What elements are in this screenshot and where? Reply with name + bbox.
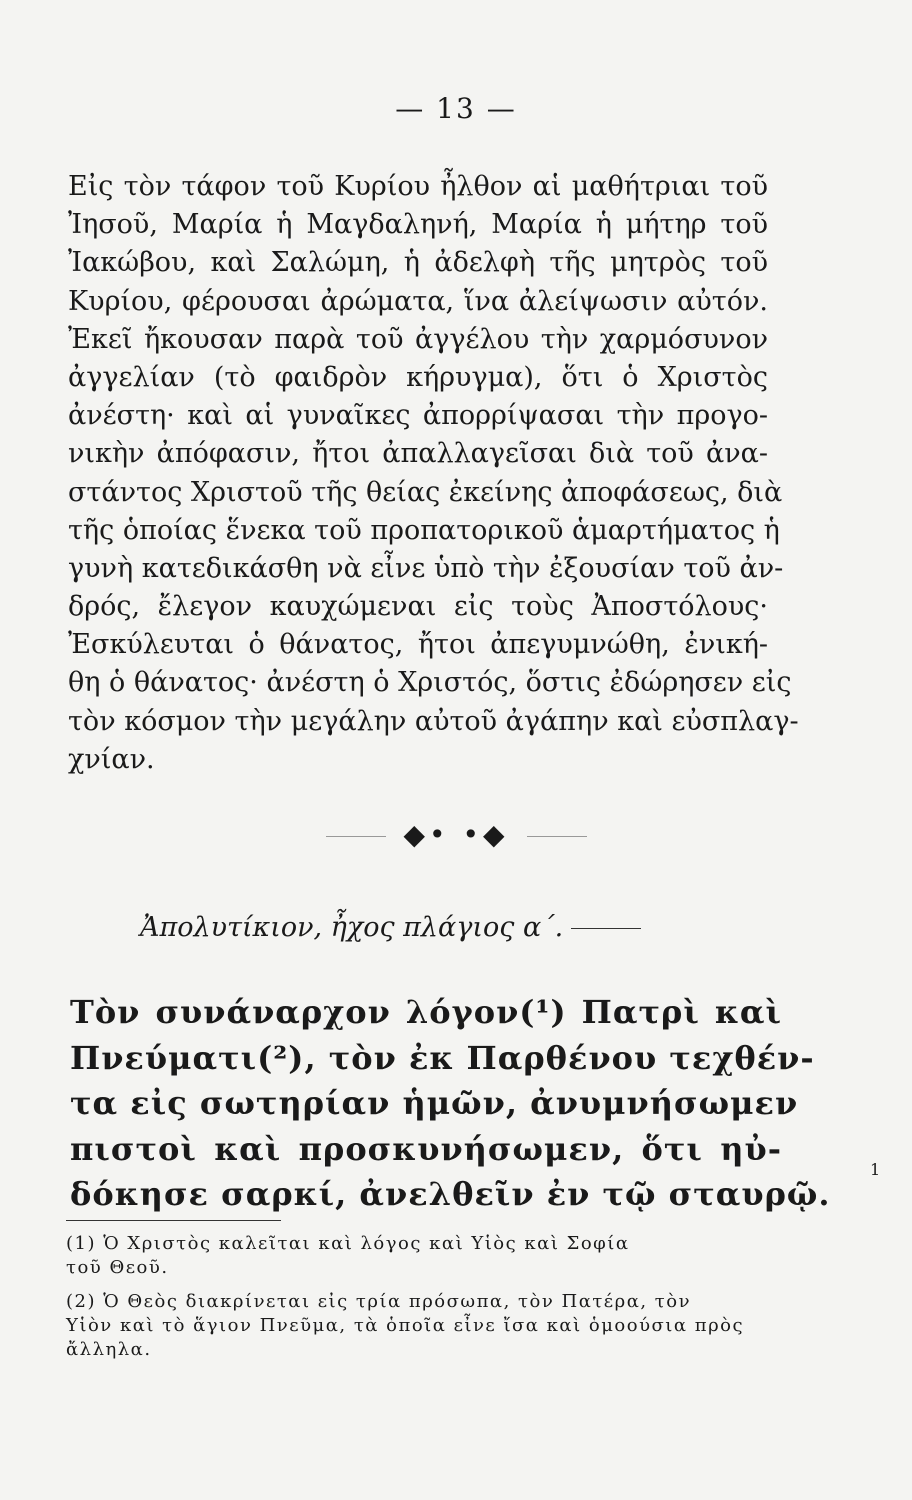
hymn-text <box>70 990 831 1218</box>
hymn-line: δόκησε σαρκί, ἀνελθεῖν ἐν τῷ σταυρῷ. <box>70 1175 831 1213</box>
section-ornament <box>0 818 912 851</box>
text-line: Ἰακώβου, καὶ Σαλώμη, ἡ ἀδελφὴ τῆς μητρὸς τοῦ <box>68 247 768 279</box>
text-line: Εἰς τὸν τάφον τοῦ Κυρίου ἦλθον αἱ μαθήτριαι τοῦ <box>68 171 768 202</box>
hymn-title-text: Ἀπολυτίκιον, ἦχος πλάγιος α΄. <box>140 912 564 943</box>
footnote-line: Υἱὸν καὶ τὸ ἅγιον Πνεῦμα, τὰ ὁποῖα εἶνε ἴσα καὶ ὁμοούσια πρὸς <box>66 1315 745 1336</box>
body-paragraph <box>68 168 799 779</box>
text-line: ἀνέστη· καὶ αἱ γυναῖκες ἀπορρίψασαι τὴν προγο- <box>68 400 768 432</box>
text-line: δρός, ἔλεγον καυχώμεναι εἰς τοὺς Ἀποστόλους· <box>68 591 768 623</box>
hymn-line: Τὸν συνάναρχον λόγον(¹) Πατρὶ καὶ <box>70 993 782 1031</box>
title-dash <box>571 928 641 929</box>
text-line: Ἐσκύλευται ὁ θάνατος, ἤτοι ἀπεγυμνώθη, ἐνική- <box>68 629 768 661</box>
hymn-line: τα εἰς σωτηρίαν ἡμῶν, ἀνυμνήσωμεν <box>70 1084 799 1122</box>
ornament-glyph: ◆• •◆ <box>403 818 509 851</box>
text-line: νικὴν ἀπόφασιν, ἤτοι ἀπαλλαγεῖσαι διὰ τοῦ ἀνα- <box>68 438 768 470</box>
text-line: θη ὁ θάνατος· ἀνέστη ὁ Χριστός, ὅστις ἐδώρησεν εἰς <box>68 667 792 699</box>
hymn-title <box>140 912 760 943</box>
text-line: Ἰησοῦ, Μαρία ἡ Μαγδαληνή, Μαρία ἡ μήτηρ τοῦ <box>68 209 768 241</box>
footnote-line: τοῦ Θεοῦ. <box>66 1257 169 1278</box>
ornament-rule <box>326 836 386 837</box>
text-line: τῆς ὁποίας ἕνεκα τοῦ προπατορικοῦ ἁμαρτήματος ἡ <box>68 514 780 546</box>
text-line: τὸν κόσμον τὴν μεγάλην αὐτοῦ ἀγάπην καὶ εὐσπλαγ- <box>68 705 799 737</box>
ornament-rule <box>527 836 587 837</box>
footnote-line: (1) Ὁ Χριστὸς καλεῖται καὶ λόγος καὶ Υἱὸς καὶ Σοφία <box>66 1233 630 1254</box>
text-line: ἀγγελίαν (τὸ φαιδρὸν κήρυγμα), ὅτι ὁ Χριστὸς <box>68 361 768 393</box>
text-line: Ἐκεῖ ἤκουσαν παρὰ τοῦ ἀγγέλου τὴν χαρμόσυνον <box>68 323 768 355</box>
footnote-line: ἄλληλα. <box>66 1339 152 1360</box>
text-line: γυνὴ κατεδικάσθη νὰ εἶνε ὑπὸ τὴν ἐξουσίαν τοῦ ἀν- <box>68 552 784 584</box>
footnote-rule <box>66 1220 281 1221</box>
text-line: χνίαν. <box>68 743 155 775</box>
footnote-line: (2) Ὁ Θεὸς διακρίνεται εἰς τρία πρόσωπα, τὸν Πατέρα, τὸν <box>66 1291 692 1312</box>
margin-mark: 1 <box>870 1160 881 1179</box>
hymn-line: Πνεύματι(²), τὸν ἐκ Παρθένου τεχθέν- <box>70 1038 815 1077</box>
page-number: — 13 — <box>395 92 517 125</box>
hymn-line: πιστοὶ καὶ προσκυνήσωμεν, ὅτι ηὐ- <box>70 1129 782 1168</box>
text-line: στάντος Χριστοῦ τῆς θείας ἐκείνης ἀποφάσεως, διὰ <box>68 476 783 508</box>
footnotes <box>66 1232 772 1362</box>
text-line: Κυρίου, φέρουσαι ἀρώματα, ἵνα ἀλείψωσιν αὐτόν. <box>68 285 768 317</box>
